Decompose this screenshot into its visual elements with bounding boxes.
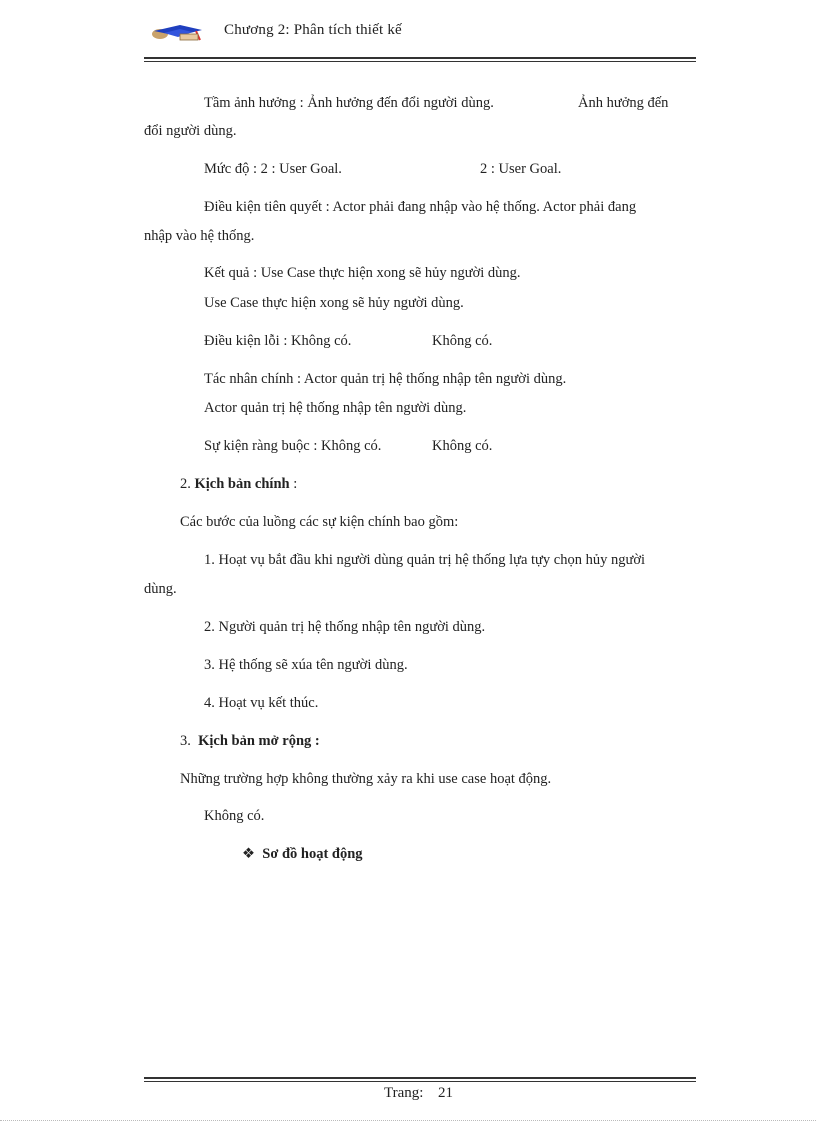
main-scenario-number: 2. bbox=[180, 476, 191, 492]
constraint-line: Sự kiện ràng buộc : Không có. bbox=[204, 438, 382, 454]
extension-scenario-title: Kịch bản mở rộng : bbox=[198, 733, 320, 749]
level-line-repeat: 2 : User Goal. bbox=[480, 161, 562, 177]
page-number: 21 bbox=[438, 1085, 453, 1101]
extension-scenario-number: 3. bbox=[180, 733, 191, 749]
extension-intro: Những trường hợp không thường xảy ra khi use case hoạt động. bbox=[180, 771, 552, 787]
precondition-line-cont: nhập vào hệ thống. bbox=[144, 228, 255, 244]
header-rule-top bbox=[144, 57, 696, 59]
footer-rule-top bbox=[144, 1077, 696, 1079]
influence-line-cont: đổi người dùng. bbox=[144, 123, 237, 139]
step-3-line: 3. Hệ thống sẽ xúa tên người dùng. bbox=[204, 657, 408, 673]
step-2-line: 2. Người quản trị hệ thống nhập tên người dùng. bbox=[204, 619, 486, 635]
precondition-line: Điều kiện tiên quyết : Actor phải đang nhập vào hệ thống. Actor phải đang bbox=[204, 199, 637, 215]
step-1-line-cont: dùng. bbox=[144, 581, 177, 597]
diamond-bullet-icon: ❖ bbox=[242, 846, 255, 862]
step-4-line: 4. Hoạt vụ kết thúc. bbox=[204, 695, 319, 711]
result-line: Kết quả : Use Case thực hiện xong sẽ hủy người dùng. bbox=[204, 265, 521, 281]
activity-diagram-title: Sơ đồ hoạt động bbox=[262, 846, 363, 862]
graduation-cap-logo-icon bbox=[150, 22, 206, 42]
error-condition-line: Điều kiện lỗi : Không có. bbox=[204, 333, 352, 349]
chapter-title: Chương 2: Phân tích thiết kế bbox=[224, 22, 402, 38]
page-bottom-divider bbox=[0, 1120, 816, 1121]
main-steps-intro: Các bước của luồng các sự kiện chính bao gồm: bbox=[180, 514, 459, 530]
activity-diagram-heading bbox=[242, 846, 363, 863]
main-actor-repeat: Actor quản trị hệ thống nhập tên người dùng. bbox=[204, 400, 467, 416]
main-scenario-heading bbox=[180, 476, 297, 493]
constraint-repeat: Không có. bbox=[432, 438, 493, 454]
main-scenario-colon: : bbox=[289, 476, 298, 492]
step-1-line: 1. Hoạt vụ bắt đầu khi người dùng quản trị hệ thống lựa tựy chọn hủy người bbox=[204, 552, 646, 568]
header-rule-bottom bbox=[144, 61, 696, 62]
main-scenario-title: Kịch bản chính bbox=[194, 476, 290, 492]
level-line: Mức độ : 2 : User Goal. bbox=[204, 161, 342, 177]
main-actor-line: Tác nhân chính : Actor quản trị hệ thống nhập tên người dùng. bbox=[204, 371, 567, 387]
extension-none: Không có. bbox=[204, 808, 265, 824]
influence-line: Tầm ảnh hưởng : Ảnh hưởng đến đổi người dùng. bbox=[204, 95, 494, 111]
page-label: Trang: bbox=[384, 1085, 424, 1101]
footer-rule-bottom bbox=[144, 1081, 696, 1082]
influence-line-repeat: Ảnh hưởng đến bbox=[578, 95, 669, 111]
result-line-repeat: Use Case thực hiện xong sẽ hủy người dùng. bbox=[204, 295, 464, 311]
extension-scenario-heading bbox=[180, 733, 320, 750]
error-condition-repeat: Không có. bbox=[432, 333, 493, 349]
